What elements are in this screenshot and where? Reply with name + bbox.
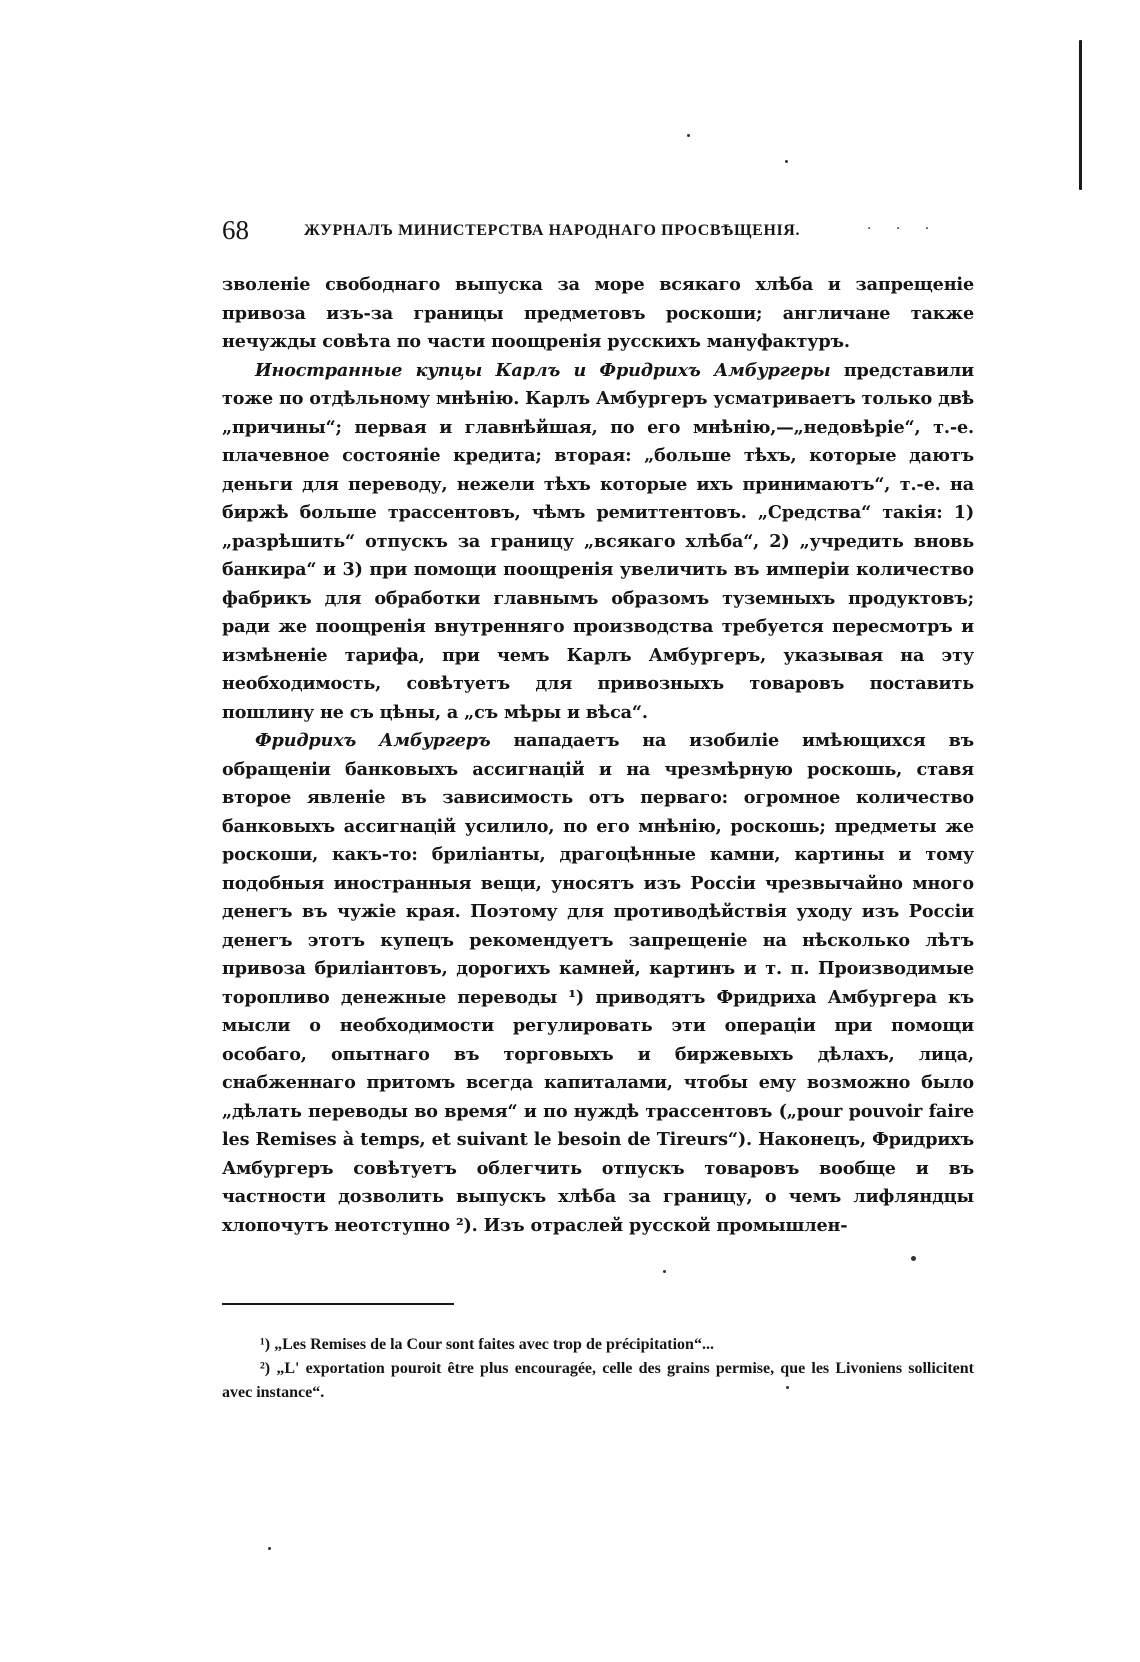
scan-speck bbox=[268, 1547, 271, 1550]
body-text bbox=[222, 271, 974, 1240]
scan-speck bbox=[663, 1270, 666, 1273]
scan-speck bbox=[785, 160, 788, 163]
header-dots: · · · bbox=[867, 221, 940, 237]
paragraph-1: зволеніе свободнаго выпуска за море всякаго хлѣба и запрещеніе привоза изъ-за границы предметовъ роскоши; англичане также нечужды совѣта по части поощренія русскихъ мануфактуръ. bbox=[222, 274, 974, 352]
paragraph-3-lead: Фридрихъ Амбургеръ bbox=[255, 730, 491, 751]
paragraph-2-text: представили тоже по отдѣльному мнѣнію. Карлъ Амбургеръ усматриваетъ только двѣ „причины“; первая и главнѣйшая, по его мнѣнію,—„недовѣріе“, т.-е. плачевное состояніе кредита; вторая: „больше тѣхъ, которые даютъ деньги для переводу, нежели тѣхъ которые ихъ принимаютъ“, т.-е. на биржѣ больше трассентовъ, чѣмъ ремиттентовъ. „Средства“ такія: 1) „разрѣшить“ отпускъ за границу „всякаго хлѣба“, 2) „учредить вновь банкира“ и 3) при помощи поощренія увеличить въ имперіи количество фабрикъ для обработки главнымъ образомъ туземныхъ продуктовъ; ради же поощренія внутренняго производства требуется пересмотръ и измѣненіе тарифа, при чемъ Карлъ Амбургеръ, указывая на эту необходимость, совѣтуетъ для привозныхъ товаровъ поставить пошлину не съ цѣны, а „съ мѣры и вѣса“. bbox=[222, 359, 975, 723]
running-title: ЖУРНАЛЪ МИНИСТЕРСТВА НАРОДНАГО ПРОСВѢЩЕНІЯ. bbox=[304, 222, 801, 239]
page-edge-line bbox=[1079, 40, 1082, 190]
footnote-1: ¹) „Les Remises de la Cour sont faites avec trop de précipitation“... bbox=[260, 1336, 714, 1353]
paragraph-2-lead: Иностранные купцы Карлъ и Фридрихъ Амбургеры bbox=[255, 359, 831, 381]
footnote-rule bbox=[222, 1303, 454, 1305]
footnote-2: ²) „L' exportation pouroit être plus encouragée, celle des grains permise, que les Livoniens sollicitent avec instance“. bbox=[222, 1360, 974, 1401]
paragraph-2 bbox=[222, 357, 974, 728]
scan-speck bbox=[911, 1256, 916, 1261]
paragraph-3-text: нападаетъ на изобиліе имѣющихся въ обращеніи банковыхъ ассигнацій и на чрезмѣрную роскошь, ставя второе явленіе въ зависимость отъ перваго: огромное количество банковыхъ ассигнацій усилило, по его мнѣнію, роскошь; предметы же роскоши, какъ-то: бриліанты, драгоцѣнные камни, картины и тому подобныя иностранныя вещи, уносятъ изъ Россіи чрезвычайно много денегъ въ чужіе края. Поэтому для противодѣйствія уходу изъ Россіи денегъ этотъ купецъ рекомендуетъ запрещеніе на нѣсколько лѣтъ привоза бриліантовъ, дорогихъ камней, картинъ и т. п. Производимые торопливо денежные переводы ¹) приводятъ Фридриха Амбургера къ мысли о необходимости регулировать эти операціи при помощи особаго, опытнаго въ торговыхъ и биржевыхъ дѣлахъ, лица, снабженнаго притомъ всегда капиталами, чтобы ему возможно было „дѣлать переводы во время“ и по нуждѣ трассентовъ („pour pouvoir faire les Remises à temps, et suivant le besoin de Tireurs“). Наконецъ, Фридрихъ Амбургеръ совѣтуетъ облегчить отпускъ товаровъ вообще и въ частности дозволить выпускъ хлѣба за границу, о чемъ лифляндцы хлопочутъ неотступно ²). Изъ отраслей русской промышлен- bbox=[222, 730, 974, 1236]
page-header bbox=[222, 212, 962, 248]
page-number: 68 bbox=[222, 215, 249, 245]
paragraph-3 bbox=[222, 727, 974, 1240]
footnotes bbox=[222, 1333, 974, 1405]
scan-speck bbox=[687, 134, 690, 137]
